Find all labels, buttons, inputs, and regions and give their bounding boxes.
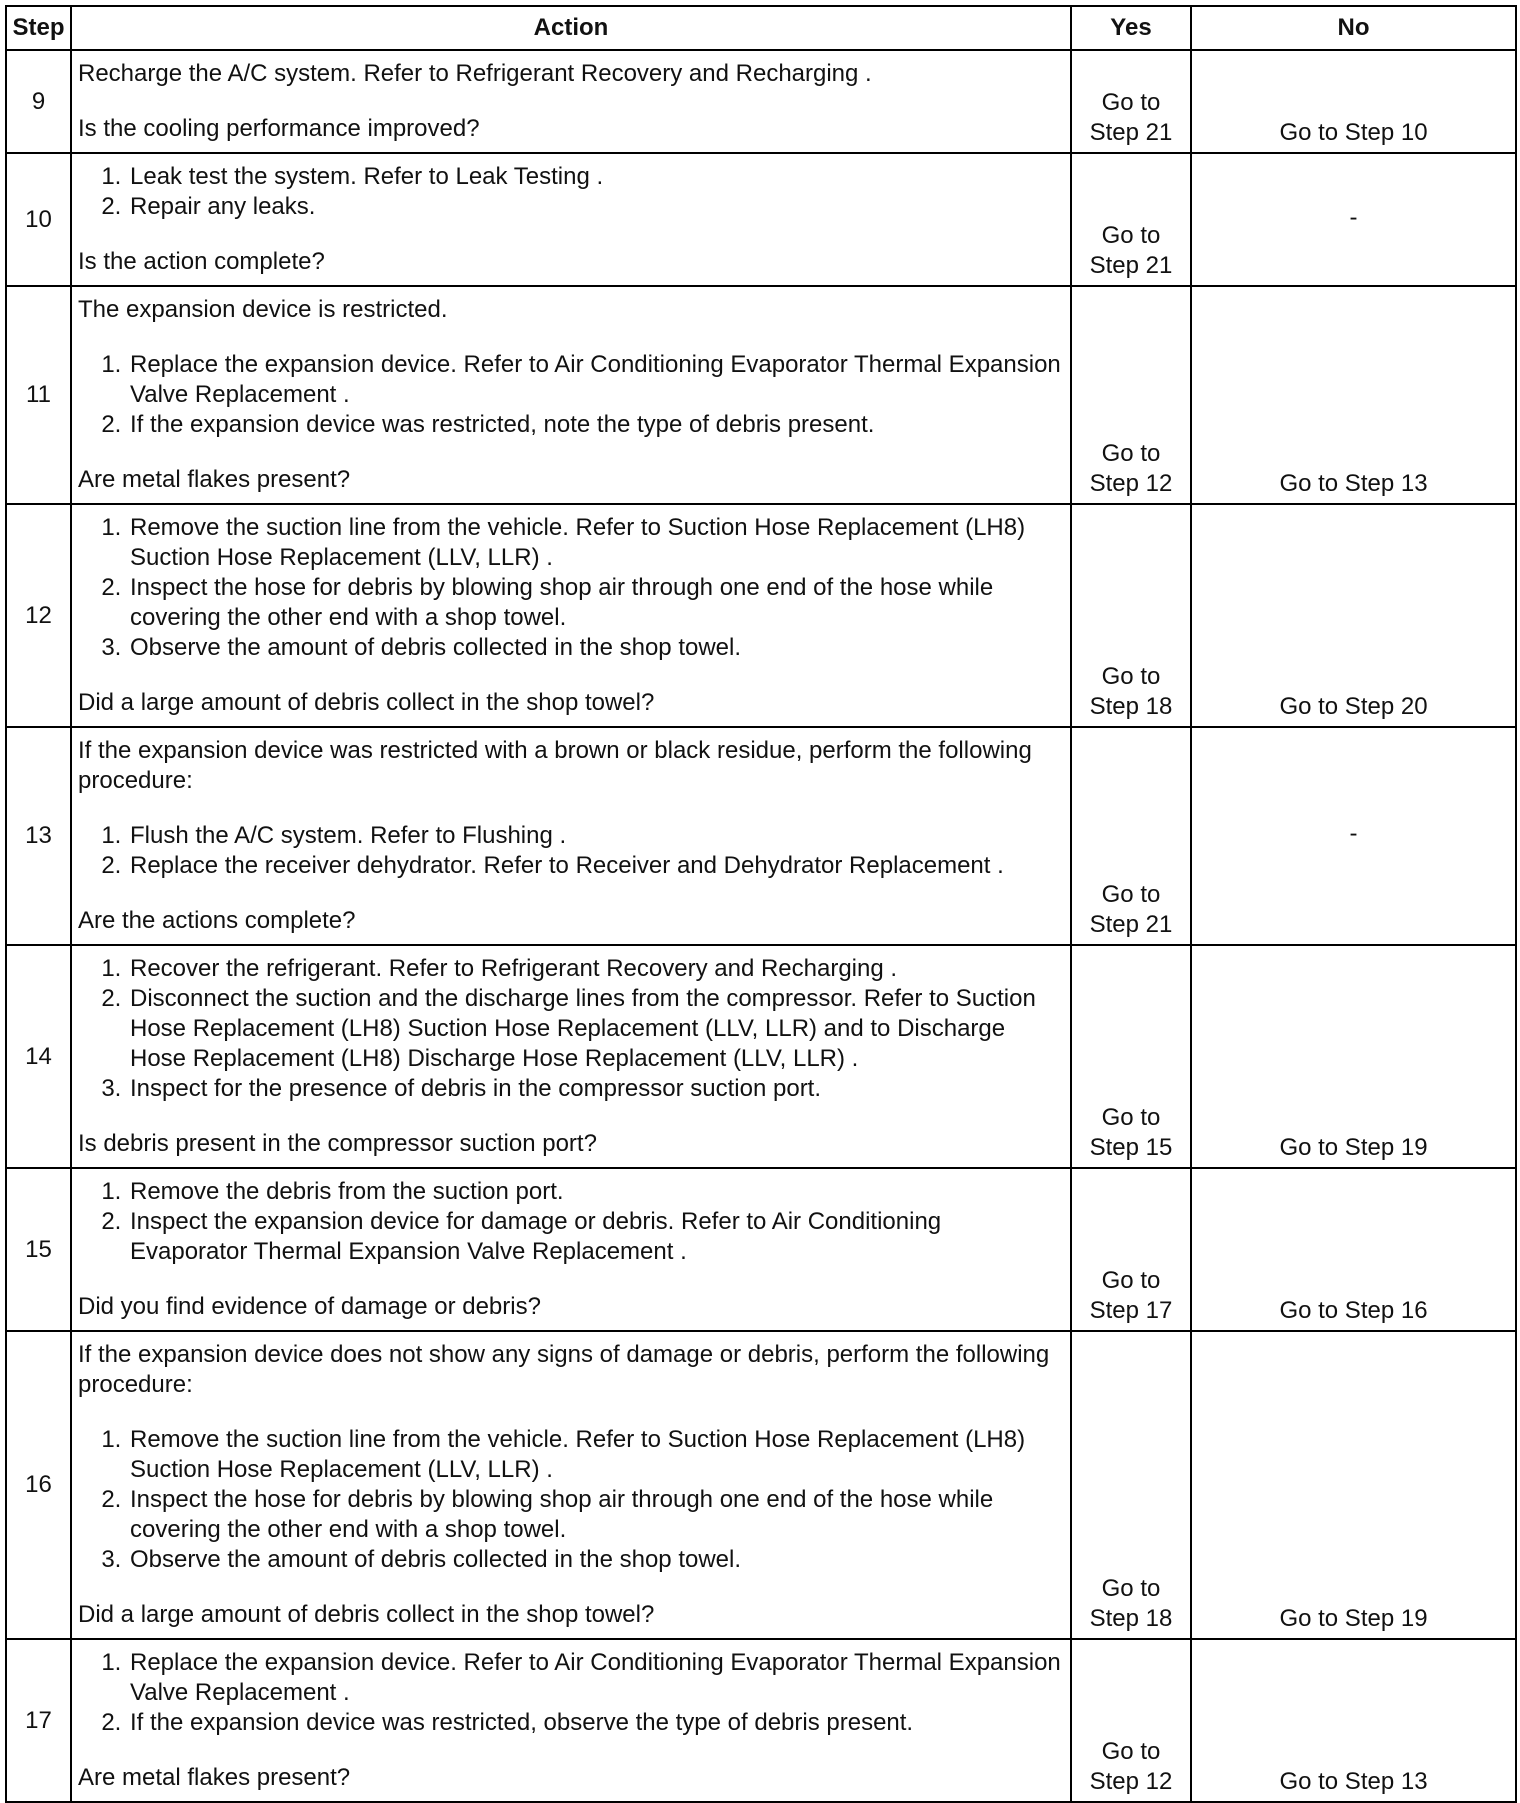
action-cell — [71, 504, 1071, 727]
spacer — [78, 1267, 1062, 1292]
action-step-item: 3. Observe the amount of debris collected in the shop towel. — [128, 1545, 1062, 1575]
yes-cell — [1071, 1331, 1191, 1639]
yes-cell — [1071, 1639, 1191, 1802]
table-row — [6, 504, 1516, 727]
table-body — [6, 50, 1516, 1802]
action-cell — [71, 1331, 1071, 1639]
action-intro: If the expansion device does not show any signs of damage or debris, perform the following procedure: — [78, 1341, 1050, 1398]
action-steps-list — [78, 954, 1062, 1104]
no-cell: Go to Step 20 — [1191, 504, 1516, 727]
action-cell — [71, 727, 1071, 945]
action-question: Is debris present in the compressor suction port? — [78, 1130, 597, 1157]
action-steps-list — [78, 1425, 1062, 1575]
action-question: Is the action complete? — [78, 248, 325, 275]
spacer — [78, 89, 1062, 114]
yes-cell — [1071, 945, 1191, 1168]
action-step-item: 1. Flush the A/C system. Refer to Flushing . — [128, 821, 1062, 851]
step-number: 12 — [6, 504, 71, 727]
action-step-item: 3. Inspect for the presence of debris in the compressor suction port. — [128, 1074, 1062, 1104]
diagnostic-table — [5, 5, 1517, 1803]
yes-goto-text: Go to — [1101, 663, 1161, 690]
action-step-item: 2. Inspect the expansion device for damage or debris. Refer to Air Conditioning Evaporator Thermal Expansion Valve Replacement . — [128, 1207, 1062, 1267]
table-row — [6, 50, 1516, 153]
yes-goto-text: Go to — [1101, 1575, 1161, 1602]
header-yes: Yes — [1071, 6, 1191, 50]
yes-goto-text: Step 18 — [1089, 1605, 1173, 1632]
action-intro: The expansion device is restricted. — [78, 296, 448, 323]
action-question: Are the actions complete? — [78, 907, 356, 934]
no-cell: Go to Step 10 — [1191, 50, 1516, 153]
action-step-item: 2. Replace the receiver dehydrator. Refer to Receiver and Dehydrator Replacement . — [128, 851, 1062, 881]
action-steps-list — [78, 821, 1062, 881]
yes-goto-text: Step 12 — [1089, 1768, 1173, 1795]
yes-goto-text: Step 18 — [1089, 693, 1173, 720]
header-action: Action — [71, 6, 1071, 50]
spacer — [78, 1400, 1062, 1425]
action-cell — [71, 286, 1071, 504]
action-step-item: 2. If the expansion device was restricted, note the type of debris present. — [128, 410, 1062, 440]
spacer — [78, 325, 1062, 350]
table-row — [6, 945, 1516, 1168]
action-steps-list — [78, 162, 1062, 222]
table-row — [6, 1168, 1516, 1331]
action-step-item: 2. Inspect the hose for debris by blowing shop air through one end of the hose while covering the other end with a shop towel. — [128, 1485, 1062, 1545]
yes-goto-text: Go to — [1101, 1738, 1161, 1765]
spacer — [78, 881, 1062, 906]
yes-cell — [1071, 504, 1191, 727]
spacer — [78, 1575, 1062, 1600]
action-intro: If the expansion device was restricted with a brown or black residue, perform the following procedure: — [78, 737, 1032, 794]
spacer — [78, 1738, 1062, 1763]
action-step-item: 2. Repair any leaks. — [128, 192, 1062, 222]
header-no: No — [1191, 6, 1516, 50]
step-number: 13 — [6, 727, 71, 945]
action-steps-list — [78, 1648, 1062, 1738]
spacer — [78, 222, 1062, 247]
yes-goto-text: Go to — [1101, 222, 1161, 249]
diagnostic-page — [5, 5, 1515, 1803]
action-step-item: 1. Replace the expansion device. Refer to Air Conditioning Evaporator Thermal Expansion Valve Replacement . — [128, 1648, 1062, 1708]
no-cell: Go to Step 13 — [1191, 1639, 1516, 1802]
header-row — [6, 6, 1516, 50]
yes-cell — [1071, 1168, 1191, 1331]
yes-goto-text: Step 21 — [1089, 911, 1173, 938]
step-number: 11 — [6, 286, 71, 504]
action-intro: Recharge the A/C system. Refer to Refrigerant Recovery and Recharging . — [78, 60, 872, 87]
action-step-item: 1. Remove the suction line from the vehicle. Refer to Suction Hose Replacement (LH8) Suction Hose Replacement (LLV, LLR) . — [128, 1425, 1062, 1485]
spacer — [78, 663, 1062, 688]
yes-goto-text: Step 21 — [1089, 252, 1173, 279]
spacer — [78, 796, 1062, 821]
action-step-item: 1. Recover the refrigerant. Refer to Refrigerant Recovery and Recharging . — [128, 954, 1062, 984]
action-step-item: 1. Leak test the system. Refer to Leak Testing . — [128, 162, 1062, 192]
action-steps-list — [78, 513, 1062, 663]
step-number: 17 — [6, 1639, 71, 1802]
step-number: 14 — [6, 945, 71, 1168]
action-steps-list — [78, 1177, 1062, 1267]
action-cell — [71, 1168, 1071, 1331]
yes-goto-text: Step 21 — [1089, 119, 1173, 146]
action-question: Are metal flakes present? — [78, 466, 351, 493]
yes-goto-text: Step 17 — [1089, 1297, 1173, 1324]
action-steps-list — [78, 350, 1062, 440]
step-number: 9 — [6, 50, 71, 153]
step-number: 10 — [6, 153, 71, 286]
yes-goto-text: Go to — [1101, 89, 1161, 116]
table-row — [6, 1331, 1516, 1639]
no-cell: - — [1191, 153, 1516, 286]
action-step-item: 2. If the expansion device was restricted, observe the type of debris present. — [128, 1708, 1062, 1738]
no-cell: Go to Step 13 — [1191, 286, 1516, 504]
spacer — [78, 440, 1062, 465]
step-number: 16 — [6, 1331, 71, 1639]
header-step: Step — [6, 6, 71, 50]
yes-cell — [1071, 153, 1191, 286]
action-step-item: 1. Remove the suction line from the vehicle. Refer to Suction Hose Replacement (LH8) Suction Hose Replacement (LLV, LLR) . — [128, 513, 1062, 573]
yes-goto-text: Step 15 — [1089, 1134, 1173, 1161]
yes-cell — [1071, 286, 1191, 504]
step-number: 15 — [6, 1168, 71, 1331]
spacer — [78, 1104, 1062, 1129]
table-row — [6, 727, 1516, 945]
action-cell — [71, 50, 1071, 153]
no-cell: Go to Step 16 — [1191, 1168, 1516, 1331]
action-cell — [71, 945, 1071, 1168]
no-cell: - — [1191, 727, 1516, 945]
table-row — [6, 286, 1516, 504]
yes-cell — [1071, 727, 1191, 945]
yes-goto-text: Go to — [1101, 881, 1161, 908]
yes-cell — [1071, 50, 1191, 153]
action-question: Did you find evidence of damage or debris? — [78, 1293, 541, 1320]
no-cell: Go to Step 19 — [1191, 1331, 1516, 1639]
yes-goto-text: Go to — [1101, 440, 1161, 467]
action-question: Did a large amount of debris collect in the shop towel? — [78, 689, 655, 716]
action-step-item: 1. Replace the expansion device. Refer to Air Conditioning Evaporator Thermal Expansion Valve Replacement . — [128, 350, 1062, 410]
table-row — [6, 1639, 1516, 1802]
action-step-item: 2. Inspect the hose for debris by blowing shop air through one end of the hose while covering the other end with a shop towel. — [128, 573, 1062, 633]
no-cell: Go to Step 19 — [1191, 945, 1516, 1168]
yes-goto-text: Go to — [1101, 1267, 1161, 1294]
yes-goto-text: Go to — [1101, 1104, 1161, 1131]
action-question: Are metal flakes present? — [78, 1764, 351, 1791]
action-step-item: 1. Remove the debris from the suction port. — [128, 1177, 1062, 1207]
action-cell — [71, 1639, 1071, 1802]
action-step-item: 3. Observe the amount of debris collected in the shop towel. — [128, 633, 1062, 663]
action-cell — [71, 153, 1071, 286]
action-step-item: 2. Disconnect the suction and the discharge lines from the compressor. Refer to Suction Hose Replacement (LH8) Suction Hose Replacement (LLV, LLR) and to Discharge Hose Replacement (LH8) Discharge Hose Replacement (LLV, LLR) . — [128, 984, 1062, 1074]
table-row — [6, 153, 1516, 286]
yes-goto-text: Step 12 — [1089, 470, 1173, 497]
action-question: Did a large amount of debris collect in the shop towel? — [78, 1601, 655, 1628]
action-question: Is the cooling performance improved? — [78, 115, 480, 142]
